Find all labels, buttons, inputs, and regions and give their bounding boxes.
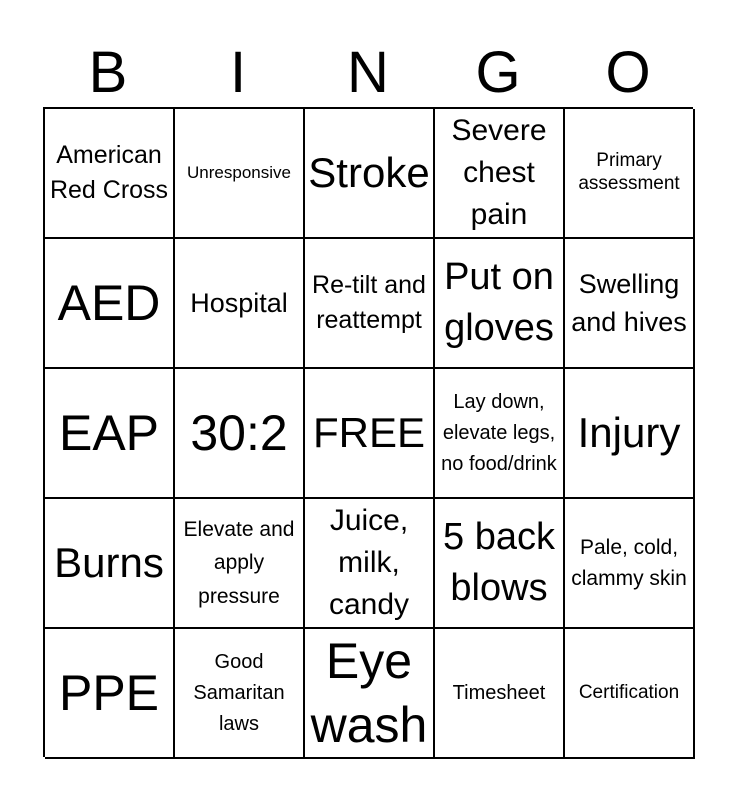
cell-text: Elevate and apply pressure [183, 517, 295, 608]
bingo-cell[interactable] [45, 629, 175, 759]
bingo-cell[interactable] [565, 499, 695, 629]
header-letter-b: B [88, 40, 128, 105]
bingo-cell[interactable] [565, 369, 695, 499]
cell-text: Lay down, elevate legs, no food/drink [441, 390, 557, 475]
bingo-cell[interactable] [175, 109, 305, 239]
bingo-cell[interactable] [435, 109, 565, 239]
cell-text: Timesheet [452, 681, 546, 704]
cell-text: Burns [54, 539, 164, 587]
cell-text: Stroke [308, 149, 430, 197]
cell-text: Unresponsive [187, 162, 291, 182]
cell-text: American Red Cross [49, 141, 169, 204]
cell-text: Juice, milk, candy [328, 504, 410, 621]
bingo-cell[interactable] [435, 499, 565, 629]
bingo-cell[interactable] [565, 109, 695, 239]
bingo-cell[interactable] [175, 499, 305, 629]
bingo-cell[interactable] [435, 369, 565, 499]
cell-text: Eye wash [310, 633, 428, 753]
cell-text: Swelling and hives [571, 268, 687, 337]
bingo-card-grid [43, 107, 693, 757]
header-letter-o: O [605, 40, 651, 105]
bingo-cell[interactable] [435, 239, 565, 369]
header-letter-n: N [347, 40, 389, 105]
cell-text: AED [57, 275, 161, 331]
cell-text: Put on gloves [444, 256, 554, 349]
bingo-cell[interactable] [565, 239, 695, 369]
bingo-cell[interactable] [565, 629, 695, 759]
cell-text: 5 back blows [443, 516, 555, 609]
cell-text: Pale, cold, clammy skin [571, 535, 687, 590]
cell-text: Re-tilt and reattempt [312, 271, 426, 334]
cell-text: Good Samaritan laws [193, 650, 285, 735]
bingo-cell[interactable] [305, 109, 435, 239]
bingo-cell[interactable] [305, 499, 435, 629]
bingo-cell[interactable] [175, 239, 305, 369]
bingo-cell[interactable] [45, 239, 175, 369]
cell-text: PPE [58, 665, 160, 721]
bingo-cell[interactable] [305, 629, 435, 759]
bingo-header [43, 40, 693, 106]
free-space-cell[interactable] [305, 369, 435, 499]
bingo-cell[interactable] [45, 369, 175, 499]
cell-text: Certification [578, 681, 680, 703]
free-space-text: FREE [312, 409, 425, 457]
bingo-cell[interactable] [175, 369, 305, 499]
bingo-cell[interactable] [435, 629, 565, 759]
header-letter-g: G [475, 40, 521, 105]
bingo-cell[interactable] [175, 629, 305, 759]
cell-text: Severe chest pain [451, 114, 547, 231]
cell-text: Hospital [190, 287, 288, 318]
cell-text: 30:2 [190, 405, 288, 461]
header-letter-i: I [229, 40, 247, 105]
cell-text: Injury [577, 409, 681, 457]
cell-text: Primary assessment [578, 150, 680, 194]
bingo-cell[interactable] [45, 109, 175, 239]
bingo-cell[interactable] [45, 499, 175, 629]
cell-text: EAP [58, 405, 160, 461]
bingo-cell[interactable] [305, 239, 435, 369]
